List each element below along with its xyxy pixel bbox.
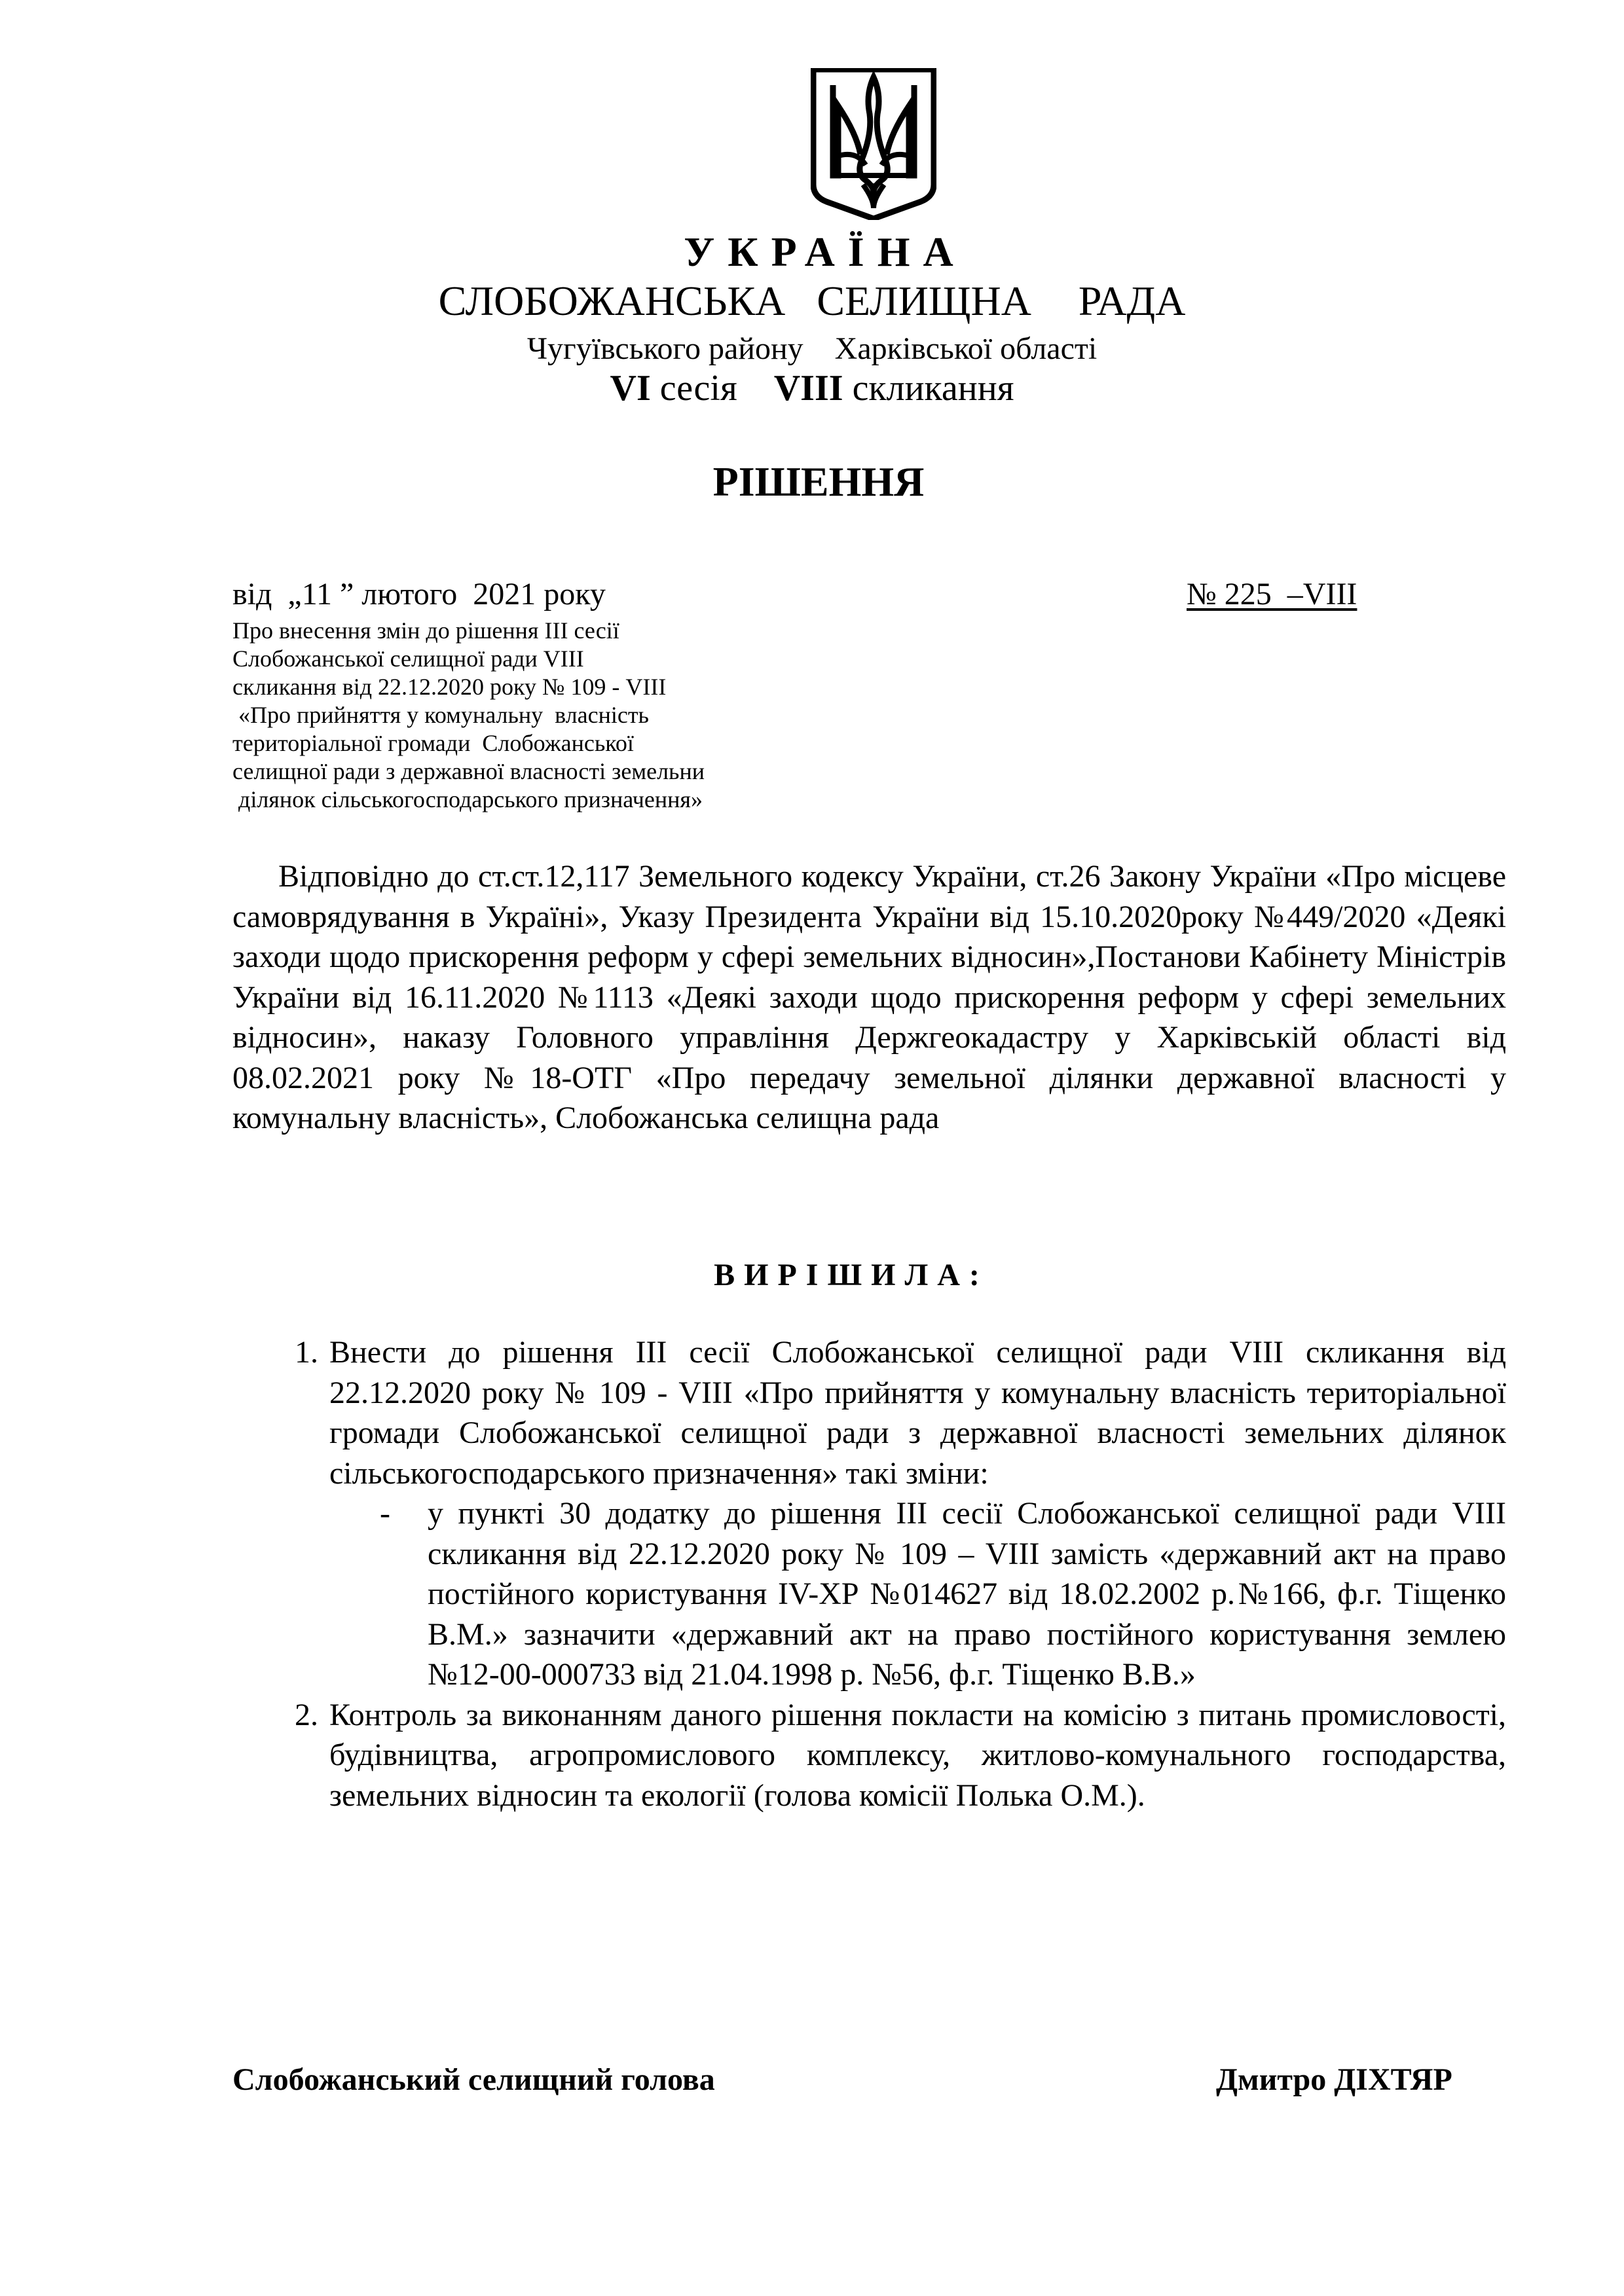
region-line: Чугуївського району Харківської області bbox=[526, 331, 1098, 366]
subject-line: Про внесення змін до рішення ІІІ сесії bbox=[232, 617, 619, 644]
decision-number: 2. bbox=[295, 1697, 318, 1732]
session-number: VI bbox=[610, 368, 651, 409]
subject-line: скликання від 22.12.2020 року № 109 - VIII bbox=[232, 674, 667, 700]
country-heading: УКРАЇНА bbox=[684, 228, 967, 275]
resolved-heading: ВИРІШИЛА: bbox=[714, 1258, 989, 1292]
session-line bbox=[0, 365, 1624, 411]
document-date: від „11 ” лютого 2021 року bbox=[232, 577, 606, 611]
signature-name: Дмитро ДІХТЯР bbox=[1216, 2062, 1452, 2097]
convocation-label: скликання bbox=[843, 368, 1014, 409]
session-label: сесія bbox=[650, 368, 774, 409]
decisions-list bbox=[232, 1332, 1506, 1815]
decision-item-1 bbox=[232, 1332, 1506, 1493]
document-number: № 225 –VIII bbox=[1187, 577, 1357, 611]
subject-line: селищної ради з державної власності земельни bbox=[232, 758, 705, 784]
sub-item-text: у пункті 30 додатку до рішення ІІІ сесії Слобожанської селищної ради VIII скликання від 22.12.2020 року № 109 – VIII замість «державний акт на право постійного користування IV-ХР №014627 від 18.02.2002 р.№166, ф.г. Тіщенко В.М.» зазначити «державний акт на право постійного користування землею №12-00-000733 від 21.04.1998 р. №56, ф.г. Тіщенко В.В.» bbox=[428, 1496, 1506, 1692]
document-subject bbox=[232, 617, 887, 814]
coat-of-arms-icon bbox=[811, 68, 936, 220]
convocation-number: VIII bbox=[773, 368, 843, 409]
decision-number: 1. bbox=[295, 1335, 318, 1370]
subject-line: Слобожанської селищної ради VIII bbox=[232, 646, 584, 672]
decision-sub-item bbox=[232, 1493, 1506, 1695]
decision-text: Контроль за виконанням даного рішення покласти на комісію з питань промисловості, будівництва, агропромислового комплексу, житлово-комунального господарства, земельних відносин та екології (голова комісії Полька О.М.). bbox=[329, 1697, 1506, 1813]
decision-item-2 bbox=[232, 1695, 1506, 1816]
signature-title: Слобожанський селищний голова bbox=[232, 2062, 715, 2097]
subject-line: територіальної громади Слобожанської bbox=[232, 730, 634, 756]
council-name: СЛОБОЖАНСЬКА СЕЛИЩНА РАДА bbox=[438, 278, 1186, 324]
document-title: РІШЕННЯ bbox=[712, 458, 925, 505]
subject-line: «Про прийняття у комунальну власність bbox=[232, 702, 649, 728]
decision-text: Внести до рішення ІІІ сесії Слобожанської селищної ради VIII скликання від 22.12.2020 року № 109 - VIII «Про прийняття у комунальну власність територіальної громади Слобожанської селищної ради з державної власності земельних ділянок сільськогосподарського призначення» такі зміни: bbox=[329, 1335, 1506, 1491]
dash-bullet-icon: - bbox=[380, 1496, 390, 1531]
preamble-paragraph: Відповідно до ст.ст.12,117 Земельного кодексу України, ст.26 Закону України «Про місцеве самоврядування в Україні», Указу Президента України від 15.10.2020року №449/2020 «Деякі заходи щодо прискорення реформ у сфері земельних відносин»,Постанови Кабінету Міністрів України від 16.11.2020 №1113 «Деякі заходи щодо прискорення реформ у сфері земельних відносин», наказу Головного управління Держгеокадастру у Харківській області від 08.02.2021 року №18-ОТГ «Про передачу земельної ділянки державної власності у комунальну власність», Слобожанська селищна рада bbox=[232, 859, 1506, 1135]
subject-line: ділянок сільськогосподарського призначення» bbox=[232, 786, 703, 812]
